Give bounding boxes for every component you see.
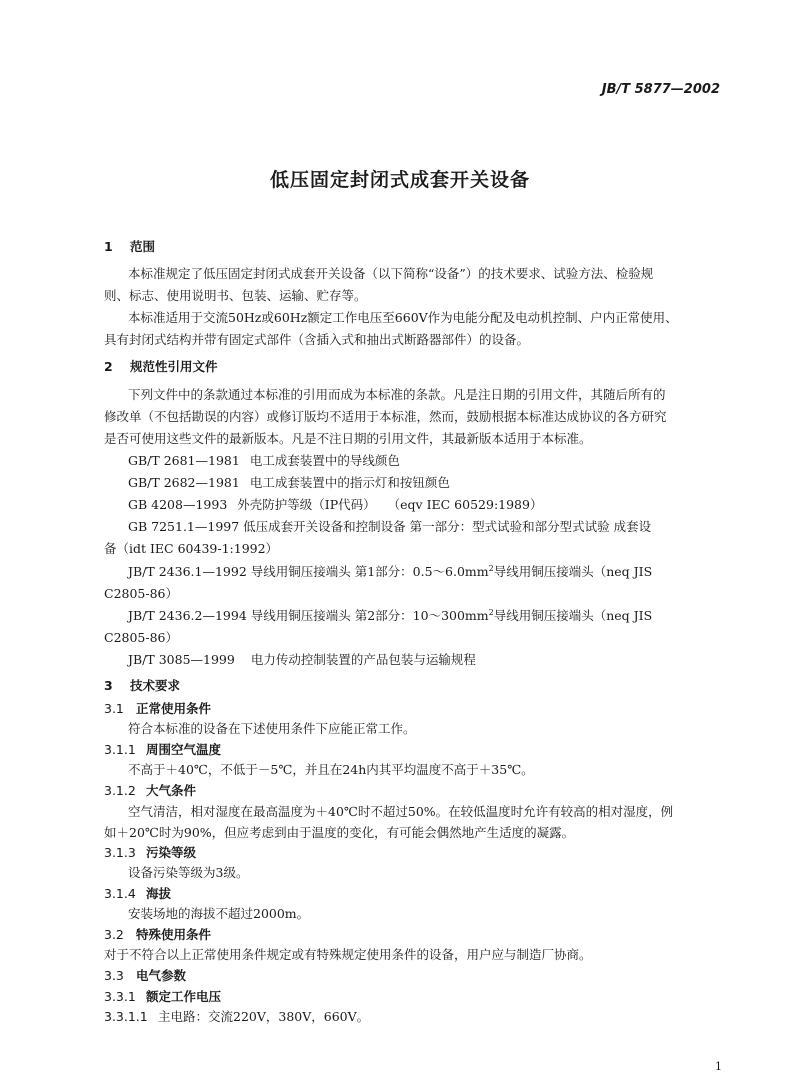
subsection-3-1-4-heading: [104, 884, 171, 902]
subsection-3-1-2-heading: [104, 781, 196, 799]
reference-code: GB 4208—1993: [128, 497, 228, 512]
superscript: 2: [488, 563, 494, 573]
section-title: 规范性引用文件: [130, 359, 218, 374]
subsection-3-3-1-heading: [104, 987, 221, 1005]
paragraph-line: 如＋20℃时为90%，但应考虑到由于温度的变化，有可能会偶然地产生适度的凝露。: [104, 825, 575, 840]
paragraph-line: 设备污染等级为3级。: [128, 865, 249, 880]
reference-item-continued: 备（idt IEC 60439-1:1992）: [104, 541, 279, 556]
reference-code: GB/T 2682—1981: [128, 475, 240, 490]
subsection-text: 主电路：交流220V，380V，660V。: [158, 1009, 370, 1024]
paragraph-line: 下列文件中的条款通过本标准的引用而成为本标准的条款。凡是注日期的引用文件，其随后所有的: [128, 387, 666, 402]
reference-item: [128, 650, 476, 668]
reference-text: JB/T 2436.1—1992 导线用铜压接端头 第1部分：0.5～6.0mm: [128, 564, 489, 579]
reference-item-continued: C2805-86）: [104, 630, 179, 645]
paragraph-line: 安装场地的海拔不超过2000m。: [128, 906, 310, 921]
reference-item: [128, 451, 400, 469]
standard-code: JB/T 5877—2002: [601, 82, 720, 97]
paragraph-line: 对于不符合以上正常使用条件规定或有特殊规定使用条件的设备，用户应与制造厂协商。: [104, 947, 592, 962]
reference-item: GB 7251.1—1997 低压成套开关设备和控制设备 第一部分：型式试验和部分型式试验 成套设: [128, 519, 652, 534]
section-number: 3: [104, 678, 113, 693]
subsection-title: 污染等级: [146, 845, 197, 860]
section-title: 技术要求: [130, 678, 181, 693]
subsection-3-2-heading: [104, 925, 211, 943]
subsection-title: 电气参数: [136, 968, 187, 983]
section-3-heading: [104, 676, 180, 694]
reference-item-continued: C2805-86）: [104, 586, 179, 601]
reference-code: GB/T 2681—1981: [128, 453, 240, 468]
document-title: 低压固定封闭式成套开关设备: [269, 169, 530, 191]
reference-item: [128, 562, 652, 580]
reference-note: （eqv IEC 60529:1989）: [387, 497, 543, 512]
subsection-title: 额定工作电压: [146, 989, 222, 1004]
paragraph-line: 空气清洁，相对湿度在最高温度为＋40℃时不超过50%。在较低温度时允许有较高的相对湿度，例: [128, 804, 674, 819]
section-2-heading: [104, 357, 218, 375]
paragraph-line: 本标准规定了低压固定封闭式成套开关设备（以下简称“设备”）的技术要求、试验方法、检验规: [128, 266, 654, 281]
reference-code: JB/T 3085—1999: [128, 652, 235, 667]
subsection-3-1-heading: [104, 699, 211, 717]
reference-item: [128, 495, 542, 513]
subsection-number: 3.3.1: [104, 989, 136, 1004]
paragraph-line: 修改单（不包括勘误的内容）或修订版均不适用于本标准，然而，鼓励根据本标准达成协议的各方研究: [104, 409, 667, 424]
subsection-number: 3.1.4: [104, 886, 136, 901]
subsection-3-3-heading: [104, 966, 186, 984]
subsection-number: 3.3.1.1: [104, 1009, 148, 1024]
paragraph-line: 则、标志、使用说明书、包装、运输、贮存等。: [104, 288, 367, 303]
subsection-title: 特殊使用条件: [136, 927, 212, 942]
subsection-title: 周围空气温度: [146, 742, 222, 757]
section-number: 2: [104, 359, 113, 374]
paragraph-line: 具有封闭式结构并带有固定式部件（含插入式和抽出式断路器部件）的设备。: [104, 332, 530, 347]
reference-title: 电工成套装置中的指示灯和按钮颜色: [249, 475, 450, 490]
subsection-number: 3.3: [104, 968, 124, 983]
section-number: 1: [104, 239, 113, 254]
page-number: 1: [715, 1060, 722, 1073]
paragraph-line: 符合本标准的设备在下述使用条件下应能正常工作。: [128, 721, 416, 736]
reference-item: [128, 473, 450, 491]
reference-title: 电力传动控制装置的产品包装与运输规程: [250, 652, 476, 667]
reference-title: 电工成套装置中的导线颜色: [249, 453, 400, 468]
superscript: 2: [488, 607, 494, 617]
subsection-3-1-3-heading: [104, 843, 196, 861]
subsection-number: 3.1.1: [104, 742, 136, 757]
reference-text: 导线用铜压接端头（neq JIS: [493, 564, 653, 579]
paragraph-line: 本标准适用于交流50Hz或60Hz额定工作电压至660V作为电能分配及电动机控制、户内正常使用、: [128, 310, 678, 325]
subsection-number: 3.1: [104, 701, 124, 716]
subsection-number: 3.1.2: [104, 783, 136, 798]
subsection-title: 正常使用条件: [136, 701, 212, 716]
paragraph-line: 不高于＋40℃，不低于－5℃，并且在24h内其平均温度不高于＋35℃。: [128, 762, 534, 777]
subsection-3-3-1-1: [104, 1007, 369, 1025]
section-title: 范围: [130, 239, 156, 254]
subsection-3-1-1-heading: [104, 740, 221, 758]
reference-text: JB/T 2436.2—1994 导线用铜压接端头 第2部分：10～300mm: [128, 608, 489, 623]
reference-title: 外壳防护等级（IP代码）: [237, 497, 376, 512]
subsection-title: 海拔: [146, 886, 172, 901]
reference-item: [128, 606, 652, 624]
section-1-heading: [104, 237, 155, 255]
subsection-number: 3.1.3: [104, 845, 136, 860]
subsection-title: 大气条件: [146, 783, 197, 798]
subsection-number: 3.2: [104, 927, 124, 942]
paragraph-line: 是否可使用这些文件的最新版本。凡是不注日期的引用文件，其最新版本适用于本标准。: [104, 431, 592, 446]
reference-text: 导线用铜压接端头（neq JIS: [493, 608, 653, 623]
